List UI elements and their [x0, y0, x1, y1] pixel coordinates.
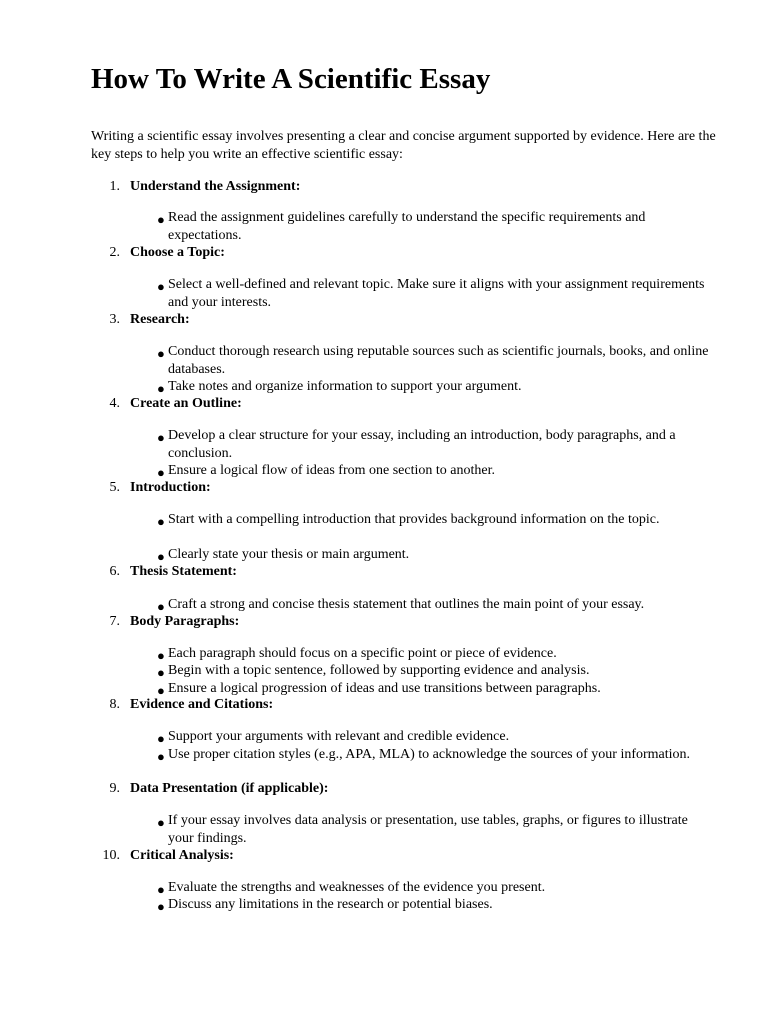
step-title: Evidence and Citations:: [130, 697, 274, 712]
step-bullet: Select a well-defined and relevant topic. Make sure it aligns with your assignment requirements and your interests.: [168, 277, 705, 310]
step-bullet: Evaluate the strengths and weaknesses of the evidence you present.: [168, 880, 546, 895]
bullet-icon: ●: [157, 749, 165, 764]
step-bullet: Each paragraph should focus on a specific point or piece of evidence.: [168, 646, 557, 661]
intro-paragraph: Writing a scientific essay involves presenting a clear and concise argument supported by evidence. Here are the key steps to help you write an effective scientific essay:: [91, 129, 716, 162]
step-bullet: Support your arguments with relevant and credible evidence.: [168, 729, 510, 744]
step-number: 6.: [109, 564, 120, 579]
bullet-icon: ●: [157, 648, 165, 663]
bullet-icon: ●: [157, 815, 165, 830]
step-number: 7.: [109, 614, 120, 629]
bullet-icon: ●: [157, 683, 165, 698]
step-bullet: Ensure a logical progression of ideas and use transitions between paragraphs.: [168, 681, 601, 696]
step-bullet: If your essay involves data analysis or presentation, use tables, graphs, or figures to illustrate your findings.: [168, 813, 688, 846]
step-bullet: Conduct thorough research using reputable sources such as scientific journals, books, and online databases.: [168, 344, 709, 377]
bullet-icon: ●: [157, 212, 165, 227]
bullet-icon: ●: [157, 731, 165, 746]
bullet-icon: ●: [157, 599, 165, 614]
step-number: 3.: [109, 312, 120, 327]
step-title: Introduction:: [130, 480, 211, 495]
step-number: 2.: [109, 245, 120, 260]
step-bullet: Develop a clear structure for your essay, including an introduction, body paragraphs, and a conclusion.: [168, 428, 676, 461]
bullet-icon: ●: [157, 430, 165, 445]
step-title: Choose a Topic:: [130, 245, 225, 260]
step-bullet: Read the assignment guidelines carefully to understand the specific requirements and expectations.: [168, 210, 646, 243]
step-title: Thesis Statement:: [130, 564, 237, 579]
step-title: Body Paragraphs:: [130, 614, 240, 629]
step-bullet: Discuss any limitations in the research or potential biases.: [168, 897, 493, 912]
step-number: 9.: [109, 781, 120, 796]
step-number: 5.: [109, 480, 120, 495]
bullet-icon: ●: [157, 465, 165, 480]
bullet-icon: ●: [157, 665, 165, 680]
step-title: Create an Outline:: [130, 396, 242, 411]
step-number: 10.: [102, 848, 120, 863]
step-number: 8.: [109, 697, 120, 712]
step-title: Research:: [130, 312, 190, 327]
bullet-icon: ●: [157, 549, 165, 564]
step-title: Understand the Assignment:: [130, 179, 301, 194]
step-bullet: Use proper citation styles (e.g., APA, MLA) to acknowledge the sources of your information.: [168, 747, 691, 762]
bullet-icon: ●: [157, 882, 165, 897]
step-bullet: Take notes and organize information to support your argument.: [168, 379, 522, 394]
bullet-icon: ●: [157, 381, 165, 396]
bullet-icon: ●: [157, 899, 165, 914]
bullet-icon: ●: [157, 514, 165, 529]
step-title: Critical Analysis:: [130, 848, 234, 863]
bullet-icon: ●: [157, 346, 165, 361]
step-bullet: Ensure a logical flow of ideas from one section to another.: [168, 463, 495, 478]
step-number: 4.: [109, 396, 120, 411]
page-title: How To Write A Scientific Essay: [91, 63, 491, 95]
step-bullet: Begin with a topic sentence, followed by supporting evidence and analysis.: [168, 663, 590, 678]
step-title: Data Presentation (if applicable):: [130, 781, 329, 796]
step-bullet: Clearly state your thesis or main argument.: [168, 547, 410, 562]
bullet-icon: ●: [157, 279, 165, 294]
step-bullet: Craft a strong and concise thesis statement that outlines the main point of your essay.: [168, 597, 645, 612]
step-number: 1.: [109, 179, 120, 194]
step-bullet: Start with a compelling introduction that provides background information on the topic.: [168, 512, 660, 527]
